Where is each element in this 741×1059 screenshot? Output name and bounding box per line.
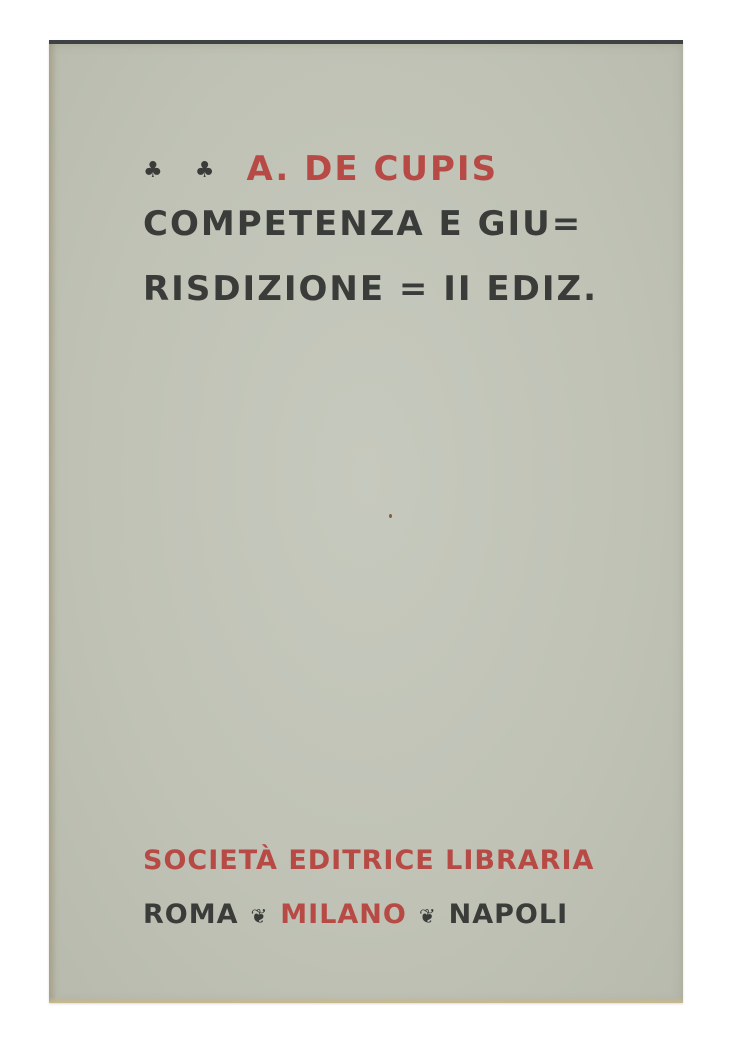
city-napoli: NAPOLI (448, 899, 569, 930)
fleuron-icon: ❦ (418, 903, 437, 928)
publisher-name: SOCIETÀ EDITRICE LIBRARIA (143, 845, 595, 876)
author-line (143, 149, 499, 189)
cover-bottom-edge (49, 997, 683, 1003)
title-line-2: RISDIZIONE = II EDIZ. (143, 269, 599, 309)
publisher-cities (143, 901, 568, 928)
city-milano: MILANO (280, 899, 407, 930)
cover-spine-shadow (49, 44, 57, 1003)
fleuron-icon: ♣ (194, 157, 217, 183)
paper-speck (389, 514, 392, 518)
fleuron-icon: ❦ (250, 903, 269, 928)
book-cover (49, 40, 683, 1003)
author-name: A. DE CUPIS (246, 149, 499, 189)
title-line-1: COMPETENZA E GIU= (143, 204, 583, 244)
fleuron-icon: ♣ (143, 157, 165, 183)
city-roma: ROMA (143, 899, 239, 930)
